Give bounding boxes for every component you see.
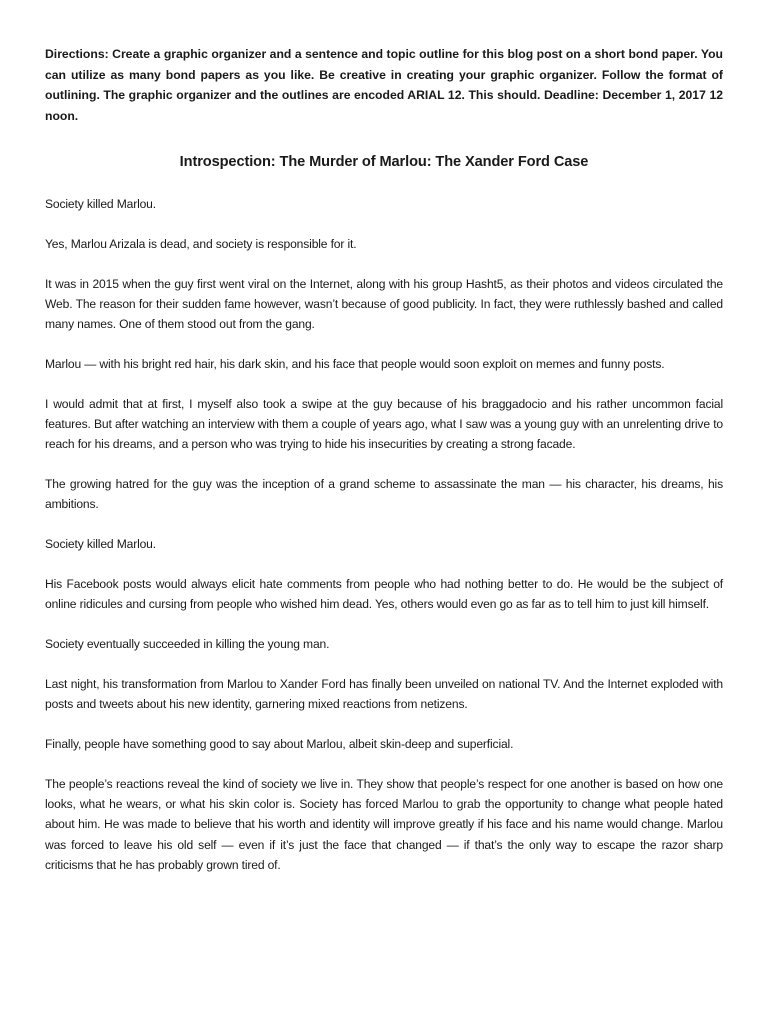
paragraph: Society eventually succeeded in killing the young man. xyxy=(45,637,330,652)
document-page xyxy=(45,44,723,895)
paragraph: His Facebook posts would always elicit hate comments from people who had nothing better to do. He would be the subject of online ridicules and cursing from people who wished him dead. Yes, others would even go as far as to tell him to just kill himself. xyxy=(45,577,723,612)
article-body xyxy=(45,194,723,875)
paragraph: The growing hatred for the guy was the inception of a grand scheme to assassinate the man — his character, his dreams, his ambitions. xyxy=(45,477,723,512)
paragraph: Finally, people have something good to say about Marlou, albeit skin-deep and superficial. xyxy=(45,737,514,752)
paragraph: Society killed Marlou. xyxy=(45,537,156,552)
paragraph: Society killed Marlou. xyxy=(45,197,156,211)
paragraph: I would admit that at first, I myself also took a swipe at the guy because of his braggadocio and his rather uncommon facial features. But after watching an interview with them a couple of years ago, what I saw was a young guy with an unrelenting drive to reach for his dreams, and a person who was trying to hide his insecurities by creating a strong facade. xyxy=(45,396,723,452)
paragraph: It was in 2015 when the guy first went viral on the Internet, along with his group Hasht5, as their photos and videos circulated the Web. The reason for their sudden fame however, wasn’t because of good publicity. In fact, they were ruthlessly bashed and called many names. One of them stood out from the gang. xyxy=(45,276,723,332)
directions-text: Directions: Create a graphic organizer and a sentence and topic outline for this blog post on a short bond paper. You can utilize as many bond papers as you like. Be creative in creating your graphic organizer. Follow the format of outlining. The graphic organizer and the outlines are encoded ARIAL 12. This should. Deadline: December 1, 2017 12 noon. xyxy=(45,47,723,123)
paragraph: Marlou — with his bright red hair, his dark skin, and his face that people would soon exploit on memes and funny posts. xyxy=(45,356,665,371)
article-title: Introspection: The Murder of Marlou: The Xander Ford Case xyxy=(179,154,589,170)
paragraph: The people’s reactions reveal the kind of society we live in. They show that people’s respect for one another is based on how one looks, what he wears, or what his skin color is. Society has forced Marlou to grab the opportunity to change what people hated about him. He was made to believe that his worth and identity will improve greatly if his face and his name would change. Marlou was forced to leave his old self — even if it’s just the face that changed — if that’s the only way to escape the razor sharp criticisms that he has probably grown tired of. xyxy=(45,776,723,873)
paragraph: Yes, Marlou Arizala is dead, and society is responsible for it. xyxy=(45,236,357,251)
paragraph: Last night, his transformation from Marlou to Xander Ford has finally been unveiled on national TV. And the Internet exploded with posts and tweets about his new identity, garnering mixed reactions from netizens. xyxy=(45,676,723,712)
